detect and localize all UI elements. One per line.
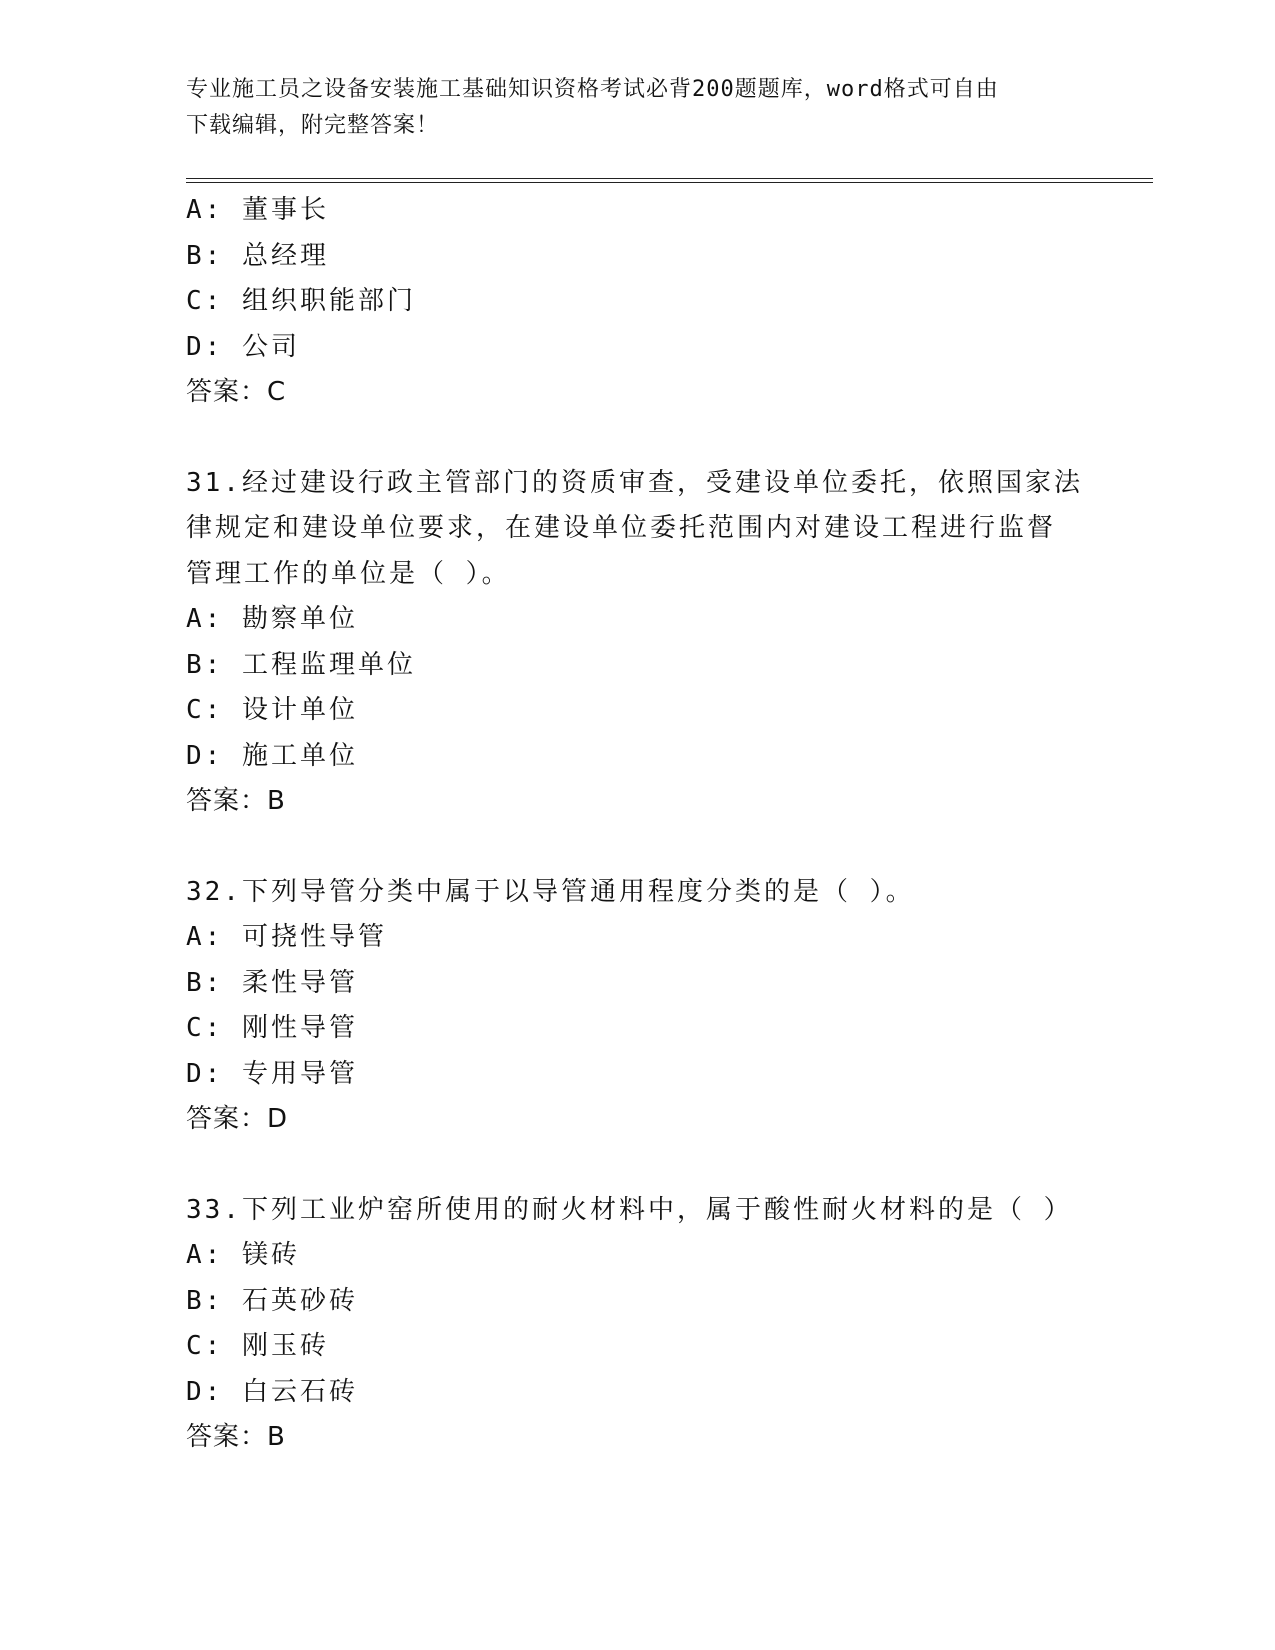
answer: 答案：B xyxy=(186,786,286,816)
option-c: C: 组织职能部门 xyxy=(186,286,416,316)
header-line-2: 下载编辑，附完整答案！ xyxy=(186,113,440,138)
answer: 答案：B xyxy=(186,1422,286,1452)
option-c: C: 刚玉砖 xyxy=(186,1331,329,1361)
question-30 xyxy=(186,188,1086,416)
option-b: B: 工程监理单位 xyxy=(186,649,416,680)
header-divider-top xyxy=(186,178,1153,179)
question-stem xyxy=(186,1188,1086,1234)
question-31 xyxy=(186,461,1086,825)
document-header xyxy=(186,72,1066,144)
option-b: B: 总经理 xyxy=(186,240,329,271)
header-line-1: 专业施工员之设备安装施工基础知识资格考试必背200题题库，word格式可自由 xyxy=(186,77,999,102)
question-stem-line: 管理工作的单位是（ ）。 xyxy=(186,558,511,589)
header-divider-bottom xyxy=(186,182,1153,183)
question-32 xyxy=(186,870,1086,1143)
option-d: D: 施工单位 xyxy=(186,740,358,771)
question-stem-line: 33.下列工业炉窑所使用的耐火材料中，属于酸性耐火材料的是（ ） xyxy=(186,1194,1073,1225)
option-a: A: 勘察单位 xyxy=(186,604,358,634)
option-c: C: 刚性导管 xyxy=(186,1013,358,1043)
answer: 答案：C xyxy=(186,377,287,407)
option-d: D: 白云石砖 xyxy=(186,1376,358,1407)
question-stem xyxy=(186,870,1086,916)
option-a: A: 董事长 xyxy=(186,195,329,225)
question-list xyxy=(186,188,1086,1461)
option-b: B: 柔性导管 xyxy=(186,967,358,998)
option-c: C: 设计单位 xyxy=(186,695,358,725)
option-d: D: 专用导管 xyxy=(186,1058,358,1089)
option-b: B: 石英砂砖 xyxy=(186,1285,358,1316)
question-stem-line: 32.下列导管分类中属于以导管通用程度分类的是（ ）。 xyxy=(186,876,915,907)
question-stem xyxy=(186,461,1086,598)
question-stem-line: 31.经过建设行政主管部门的资质审查，受建设单位委托，依照国家法 xyxy=(186,467,1083,498)
option-a: A: 可挠性导管 xyxy=(186,922,387,952)
option-d: D: 公司 xyxy=(186,331,300,362)
option-a: A: 镁砖 xyxy=(186,1240,300,1270)
question-33 xyxy=(186,1188,1086,1461)
answer: 答案：D xyxy=(186,1104,289,1134)
question-stem-line: 律规定和建设单位要求，在建设单位委托范围内对建设工程进行监督 xyxy=(186,513,1057,543)
